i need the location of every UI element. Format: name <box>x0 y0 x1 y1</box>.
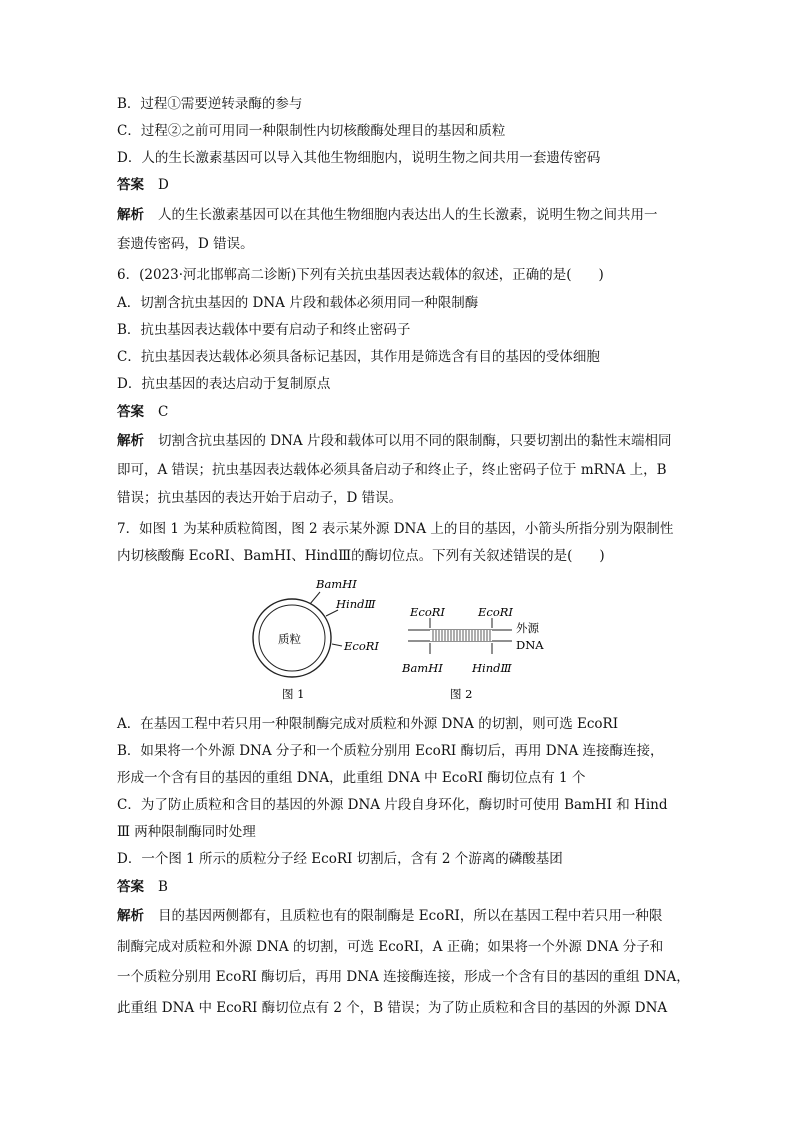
q7-figure <box>250 574 550 704</box>
foreign-dna-label-1: 外源 <box>516 621 539 635</box>
answer-value: D <box>158 177 169 193</box>
bamhi-label: BamHⅠ <box>316 577 357 591</box>
analysis-text: 目的基因两侧都有，且质粒也有的限制酶是 EcoRⅠ，所以在基因工程中若只用一种限 <box>158 908 663 924</box>
prev-option-c: C．过程②之前可用同一种限制性内切核酸酶处理目的基因和质粒 <box>117 123 506 139</box>
analysis-text: 切割含抗虫基因的 DNA 片段和载体可以用不同的限制酶，只要切割出的黏性末端相同 <box>158 433 672 449</box>
ecori-label: EcoRⅠ <box>344 639 379 653</box>
prev-option-b: B．过程①需要逆转录酶的参与 <box>117 96 303 112</box>
analysis-label: 解析 <box>117 433 144 449</box>
bamhi-arrow <box>310 592 320 604</box>
q7-analysis-line-4: 此重组 DNA 中 EcoRⅠ 酶切位点有 2 个，B 错误；为了防止质粒和含目的基因的外源 DNA <box>117 1000 668 1016</box>
q6-answer <box>117 404 683 420</box>
prev-answer <box>117 177 683 193</box>
q7-option-b-line-1: B．如果将一个外源 DNA 分子和一个质粒分别用 EcoRⅠ 酶切后，再用 DNA 连接酶连接， <box>117 743 664 759</box>
q6-analysis-line-1 <box>117 433 683 449</box>
q6-stem: 6．(2023·河北邯郸高二诊断)下列有关抗虫基因表达载体的叙述，正确的是( ) <box>117 267 604 283</box>
fig2-ecori-right: EcoRⅠ <box>478 605 513 619</box>
q7-option-c-line-2: Ⅲ 两种限制酶同时处理 <box>117 824 256 840</box>
answer-label: 答案 <box>117 879 144 895</box>
prev-analysis-line-2: 套遗传密码，D 错误。 <box>117 236 254 252</box>
q7-analysis-line-3: 一个质粒分别用 EcoRⅠ 酶切后，再用 DNA 连接酶连接，形成一个含有目的基因的重组 DNA， <box>117 969 690 985</box>
fig2-bamhi: BamHⅠ <box>402 661 443 675</box>
q6-analysis-line-2: 即可，A 错误；抗虫基因表达载体必须具备启动子和终止子，终止密码子位于 mRNA 上，B <box>117 462 667 478</box>
prev-analysis-line-1 <box>117 207 683 223</box>
q7-stem-line-2: 内切核酸酶 EcoRⅠ、BamHⅠ、HindⅢ的酶切位点。下列有关叙述错误的是( ) <box>117 548 605 564</box>
hindiii-label: HindⅢ <box>336 597 376 611</box>
q7-option-a: A．在基因工程中若只用一种限制酶完成对质粒和外源 DNA 的切割，则可选 EcoRⅠ <box>117 716 619 732</box>
fig2-hindiii: HindⅢ <box>472 661 512 675</box>
q6-option-a: A．切割含抗虫基因的 DNA 片段和载体必须用同一种限制酶 <box>117 295 479 311</box>
fig1-caption: 图 1 <box>282 687 305 701</box>
analysis-label: 解析 <box>117 908 144 924</box>
fig2-caption: 图 2 <box>450 687 473 701</box>
q6-analysis-line-3: 错误；抗虫基因的表达开始于启动子，D 错误。 <box>117 490 403 506</box>
q6-option-b: B．抗虫基因表达载体中要有启动子和终止密码子 <box>117 322 411 338</box>
q6-option-c: C．抗虫基因表达载体必须具备标记基因，其作用是筛选含有目的基因的受体细胞 <box>117 349 600 365</box>
answer-value: C <box>158 404 169 420</box>
analysis-text: 人的生长激素基因可以在其他生物细胞内表达出人的生长激素，说明生物之间共用一 <box>158 207 658 223</box>
answer-label: 答案 <box>117 177 144 193</box>
q7-stem-line-1: 7．如图 1 为某种质粒简图，图 2 表示某外源 DNA 上的目的基因，小箭头所指分别为限制性 <box>117 521 674 537</box>
q6-option-d: D．抗虫基因的表达启动于复制原点 <box>117 376 331 392</box>
q7-option-c-line-1: C．为了防止质粒和含目的基因的外源 DNA 片段自身环化，酶切时可使用 BamHⅠ 和 Hind <box>117 797 668 813</box>
q7-option-b-line-2: 形成一个含有目的基因的重组 DNA，此重组 DNA 中 EcoRⅠ 酶切位点有 1 个 <box>117 770 586 786</box>
fig2-ecori-left: EcoRⅠ <box>410 605 445 619</box>
analysis-label: 解析 <box>117 207 144 223</box>
answer-value: B <box>158 879 168 895</box>
q7-analysis-line-2: 制酶完成对质粒和外源 DNA 的切割，可选 EcoRⅠ，A 正确；如果将一个外源 DNA 分子和 <box>117 939 664 955</box>
ecori-arrow <box>332 644 342 646</box>
q7-answer <box>117 879 683 895</box>
foreign-dna-label-2: DNA <box>516 638 544 652</box>
plasmid-diagram <box>250 574 550 704</box>
prev-option-d: D．人的生长激素基因可以导入其他生物细胞内，说明生物之间共用一套遗传密码 <box>117 150 601 166</box>
answer-label: 答案 <box>117 404 144 420</box>
plasmid-label: 质粒 <box>278 632 301 646</box>
q7-option-d: D．一个图 1 所示的质粒分子经 EcoRⅠ 切割后，含有 2 个游离的磷酸基团 <box>117 851 563 867</box>
q7-analysis-line-1 <box>117 908 683 924</box>
